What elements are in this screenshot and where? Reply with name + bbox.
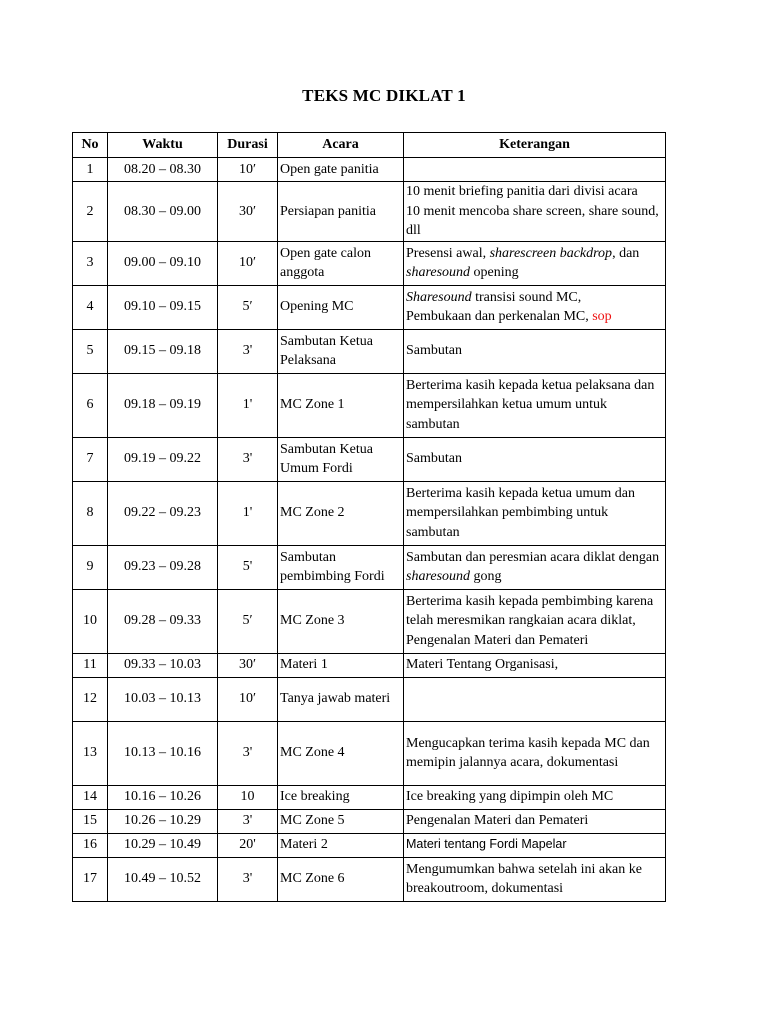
cell-acara: MC Zone 3	[278, 589, 404, 653]
cell-acara: MC Zone 6	[278, 857, 404, 901]
cell-acara: Sambutan pembimbing Fordi	[278, 545, 404, 589]
keterangan-text: Mengumumkan bahwa setelah ini akan ke breakoutroom, dokumentasi	[406, 861, 642, 896]
schedule-body	[73, 158, 666, 902]
cell-keterangan	[404, 437, 666, 481]
cell-waktu: 10.26 – 10.29	[108, 809, 218, 833]
cell-durasi: 10′	[218, 241, 278, 285]
cell-no: 14	[73, 785, 108, 809]
cell-no: 5	[73, 329, 108, 373]
cell-waktu: 09.28 – 09.33	[108, 589, 218, 653]
cell-acara: Materi 1	[278, 653, 404, 677]
header-waktu: Waktu	[108, 133, 218, 158]
keterangan-text: Berterima kasih kepada ketua umum dan mempersilahkan pembimbing untuk sambutan	[406, 485, 635, 540]
cell-keterangan	[404, 241, 666, 285]
cell-waktu: 10.16 – 10.26	[108, 785, 218, 809]
cell-no: 12	[73, 677, 108, 721]
cell-durasi: 10	[218, 785, 278, 809]
cell-keterangan	[404, 481, 666, 545]
cell-keterangan	[404, 545, 666, 589]
cell-no: 4	[73, 285, 108, 329]
keterangan-text: Pengenalan Materi dan Pemateri	[406, 632, 589, 648]
keterangan-text: sharesound	[406, 265, 471, 280]
keterangan-line	[406, 341, 663, 361]
header-durasi: Durasi	[218, 133, 278, 158]
cell-no: 3	[73, 241, 108, 285]
keterangan-line	[406, 811, 663, 831]
highlight-text: sop	[592, 309, 612, 324]
cell-waktu: 10.29 – 10.49	[108, 833, 218, 857]
keterangan-line	[406, 244, 663, 283]
cell-no: 6	[73, 373, 108, 437]
table-row	[73, 182, 666, 242]
keterangan-text: , dan	[612, 245, 640, 261]
cell-waktu: 10.13 – 10.16	[108, 721, 218, 785]
keterangan-text: sharesound	[406, 569, 471, 584]
table-row	[73, 857, 666, 901]
keterangan-text: Mengucapkan terima kasih kepada MC dan memipin jalannya acara, dokumentasi	[406, 735, 650, 770]
cell-keterangan	[404, 182, 666, 242]
cell-waktu: 09.33 – 10.03	[108, 653, 218, 677]
keterangan-line	[406, 592, 663, 631]
cell-keterangan	[404, 833, 666, 857]
cell-acara: MC Zone 5	[278, 809, 404, 833]
cell-waktu: 09.15 – 09.18	[108, 329, 218, 373]
keterangan-line	[406, 548, 663, 587]
cell-acara: Sambutan Ketua Umum Fordi	[278, 437, 404, 481]
cell-no: 15	[73, 809, 108, 833]
table-row	[73, 785, 666, 809]
cell-keterangan	[404, 677, 666, 721]
cell-waktu: 09.19 – 09.22	[108, 437, 218, 481]
cell-waktu: 10.03 – 10.13	[108, 677, 218, 721]
cell-no: 13	[73, 721, 108, 785]
header-acara: Acara	[278, 133, 404, 158]
keterangan-line	[406, 631, 663, 651]
keterangan-line	[406, 787, 663, 807]
keterangan-line	[406, 484, 663, 543]
cell-keterangan	[404, 373, 666, 437]
cell-acara: MC Zone 4	[278, 721, 404, 785]
cell-keterangan	[404, 785, 666, 809]
keterangan-text: opening	[470, 265, 519, 280]
keterangan-text: Presensi awal,	[406, 245, 490, 261]
cell-durasi: 30′	[218, 182, 278, 242]
table-row	[73, 721, 666, 785]
keterangan-line	[406, 655, 663, 675]
cell-durasi: 5'	[218, 545, 278, 589]
cell-no: 2	[73, 182, 108, 242]
table-row	[73, 241, 666, 285]
table-row	[73, 809, 666, 833]
cell-no: 8	[73, 481, 108, 545]
table-row	[73, 545, 666, 589]
document-title: TEKS MC DIKLAT 1	[302, 86, 466, 105]
cell-durasi: 3'	[218, 329, 278, 373]
cell-waktu: 09.23 – 09.28	[108, 545, 218, 589]
keterangan-line	[406, 860, 663, 899]
cell-durasi: 30′	[218, 653, 278, 677]
table-row	[73, 653, 666, 677]
keterangan-text: Materi Tentang Organisasi,	[406, 657, 559, 673]
cell-waktu: 09.10 – 09.15	[108, 285, 218, 329]
cell-keterangan	[404, 158, 666, 182]
cell-durasi: 3'	[218, 721, 278, 785]
cell-waktu: 09.00 – 09.10	[108, 241, 218, 285]
keterangan-line	[406, 288, 663, 308]
keterangan-text: 10 menit briefing panitia dari divisi acara	[406, 184, 638, 199]
cell-durasi: 5′	[218, 285, 278, 329]
cell-acara: Ice breaking	[278, 785, 404, 809]
keterangan-line	[406, 734, 663, 773]
cell-durasi: 5′	[218, 589, 278, 653]
keterangan-text: 10 menit mencoba share screen, share sound, dll	[406, 203, 659, 238]
cell-acara: MC Zone 2	[278, 481, 404, 545]
table-row	[73, 481, 666, 545]
cell-keterangan	[404, 857, 666, 901]
cell-waktu: 09.22 – 09.23	[108, 481, 218, 545]
cell-acara: MC Zone 1	[278, 373, 404, 437]
cell-durasi: 10′	[218, 158, 278, 182]
keterangan-text: gong	[470, 569, 502, 584]
table-row	[73, 329, 666, 373]
cell-acara: Persiapan panitia	[278, 182, 404, 242]
cell-keterangan	[404, 285, 666, 329]
cell-acara: Open gate panitia	[278, 158, 404, 182]
cell-no: 7	[73, 437, 108, 481]
keterangan-line	[406, 376, 663, 435]
keterangan-text: Sambutan dan peresmian acara diklat dengan	[406, 549, 660, 565]
keterangan-line	[406, 202, 663, 241]
cell-durasi: 3'	[218, 809, 278, 833]
cell-acara: Open gate calon anggota	[278, 241, 404, 285]
cell-no: 9	[73, 545, 108, 589]
cell-durasi: 1'	[218, 481, 278, 545]
keterangan-text: sharescreen backdrop	[489, 245, 613, 261]
cell-keterangan	[404, 653, 666, 677]
cell-waktu: 09.18 – 09.19	[108, 373, 218, 437]
keterangan-text: Materi tentang Fordi Mapelar	[406, 837, 567, 852]
cell-keterangan	[404, 329, 666, 373]
table-row	[73, 677, 666, 721]
table-row	[73, 158, 666, 182]
cell-no: 1	[73, 158, 108, 182]
keterangan-text: Pembukaan dan perkenalan MC,	[406, 309, 593, 324]
cell-waktu: 08.30 – 09.00	[108, 182, 218, 242]
keterangan-line	[406, 182, 663, 202]
cell-durasi: 3'	[218, 857, 278, 901]
cell-no: 17	[73, 857, 108, 901]
cell-durasi: 10′	[218, 677, 278, 721]
cell-no: 16	[73, 833, 108, 857]
keterangan-text: Sharesound	[406, 289, 472, 305]
keterangan-text: transisi sound MC,	[471, 289, 582, 305]
cell-acara: Materi 2	[278, 833, 404, 857]
cell-acara: Sambutan Ketua Pelaksana	[278, 329, 404, 373]
keterangan-line	[406, 307, 663, 327]
table-row	[73, 833, 666, 857]
schedule-table	[72, 132, 666, 902]
keterangan-line	[406, 449, 663, 469]
cell-keterangan	[404, 721, 666, 785]
cell-acara: Opening MC	[278, 285, 404, 329]
header-keterangan: Keterangan	[404, 133, 666, 158]
keterangan-text: Sambutan	[406, 451, 462, 467]
table-row	[73, 285, 666, 329]
table-header-row	[73, 133, 666, 158]
cell-no: 10	[73, 589, 108, 653]
keterangan-text: Berterima kasih kepada ketua pelaksana dan mempersilahkan ketua umum untuk sambutan	[406, 377, 655, 432]
keterangan-text: Pengenalan Materi dan Pemateri	[406, 813, 589, 829]
cell-keterangan	[404, 809, 666, 833]
keterangan-line	[406, 835, 663, 855]
table-row	[73, 373, 666, 437]
keterangan-text: Sambutan	[406, 343, 462, 359]
keterangan-text: Berterima kasih kepada pembimbing karena telah meresmikan rangkaian acara diklat,	[406, 593, 654, 629]
cell-no: 11	[73, 653, 108, 677]
cell-waktu: 10.49 – 10.52	[108, 857, 218, 901]
cell-acara: Tanya jawab materi	[278, 677, 404, 721]
cell-keterangan	[404, 589, 666, 653]
cell-waktu: 08.20 – 08.30	[108, 158, 218, 182]
keterangan-text: Ice breaking yang dipimpin oleh MC	[406, 789, 614, 805]
table-row	[73, 589, 666, 653]
header-no: No	[73, 133, 108, 158]
cell-durasi: 20'	[218, 833, 278, 857]
table-row	[73, 437, 666, 481]
cell-durasi: 3'	[218, 437, 278, 481]
cell-durasi: 1'	[218, 373, 278, 437]
